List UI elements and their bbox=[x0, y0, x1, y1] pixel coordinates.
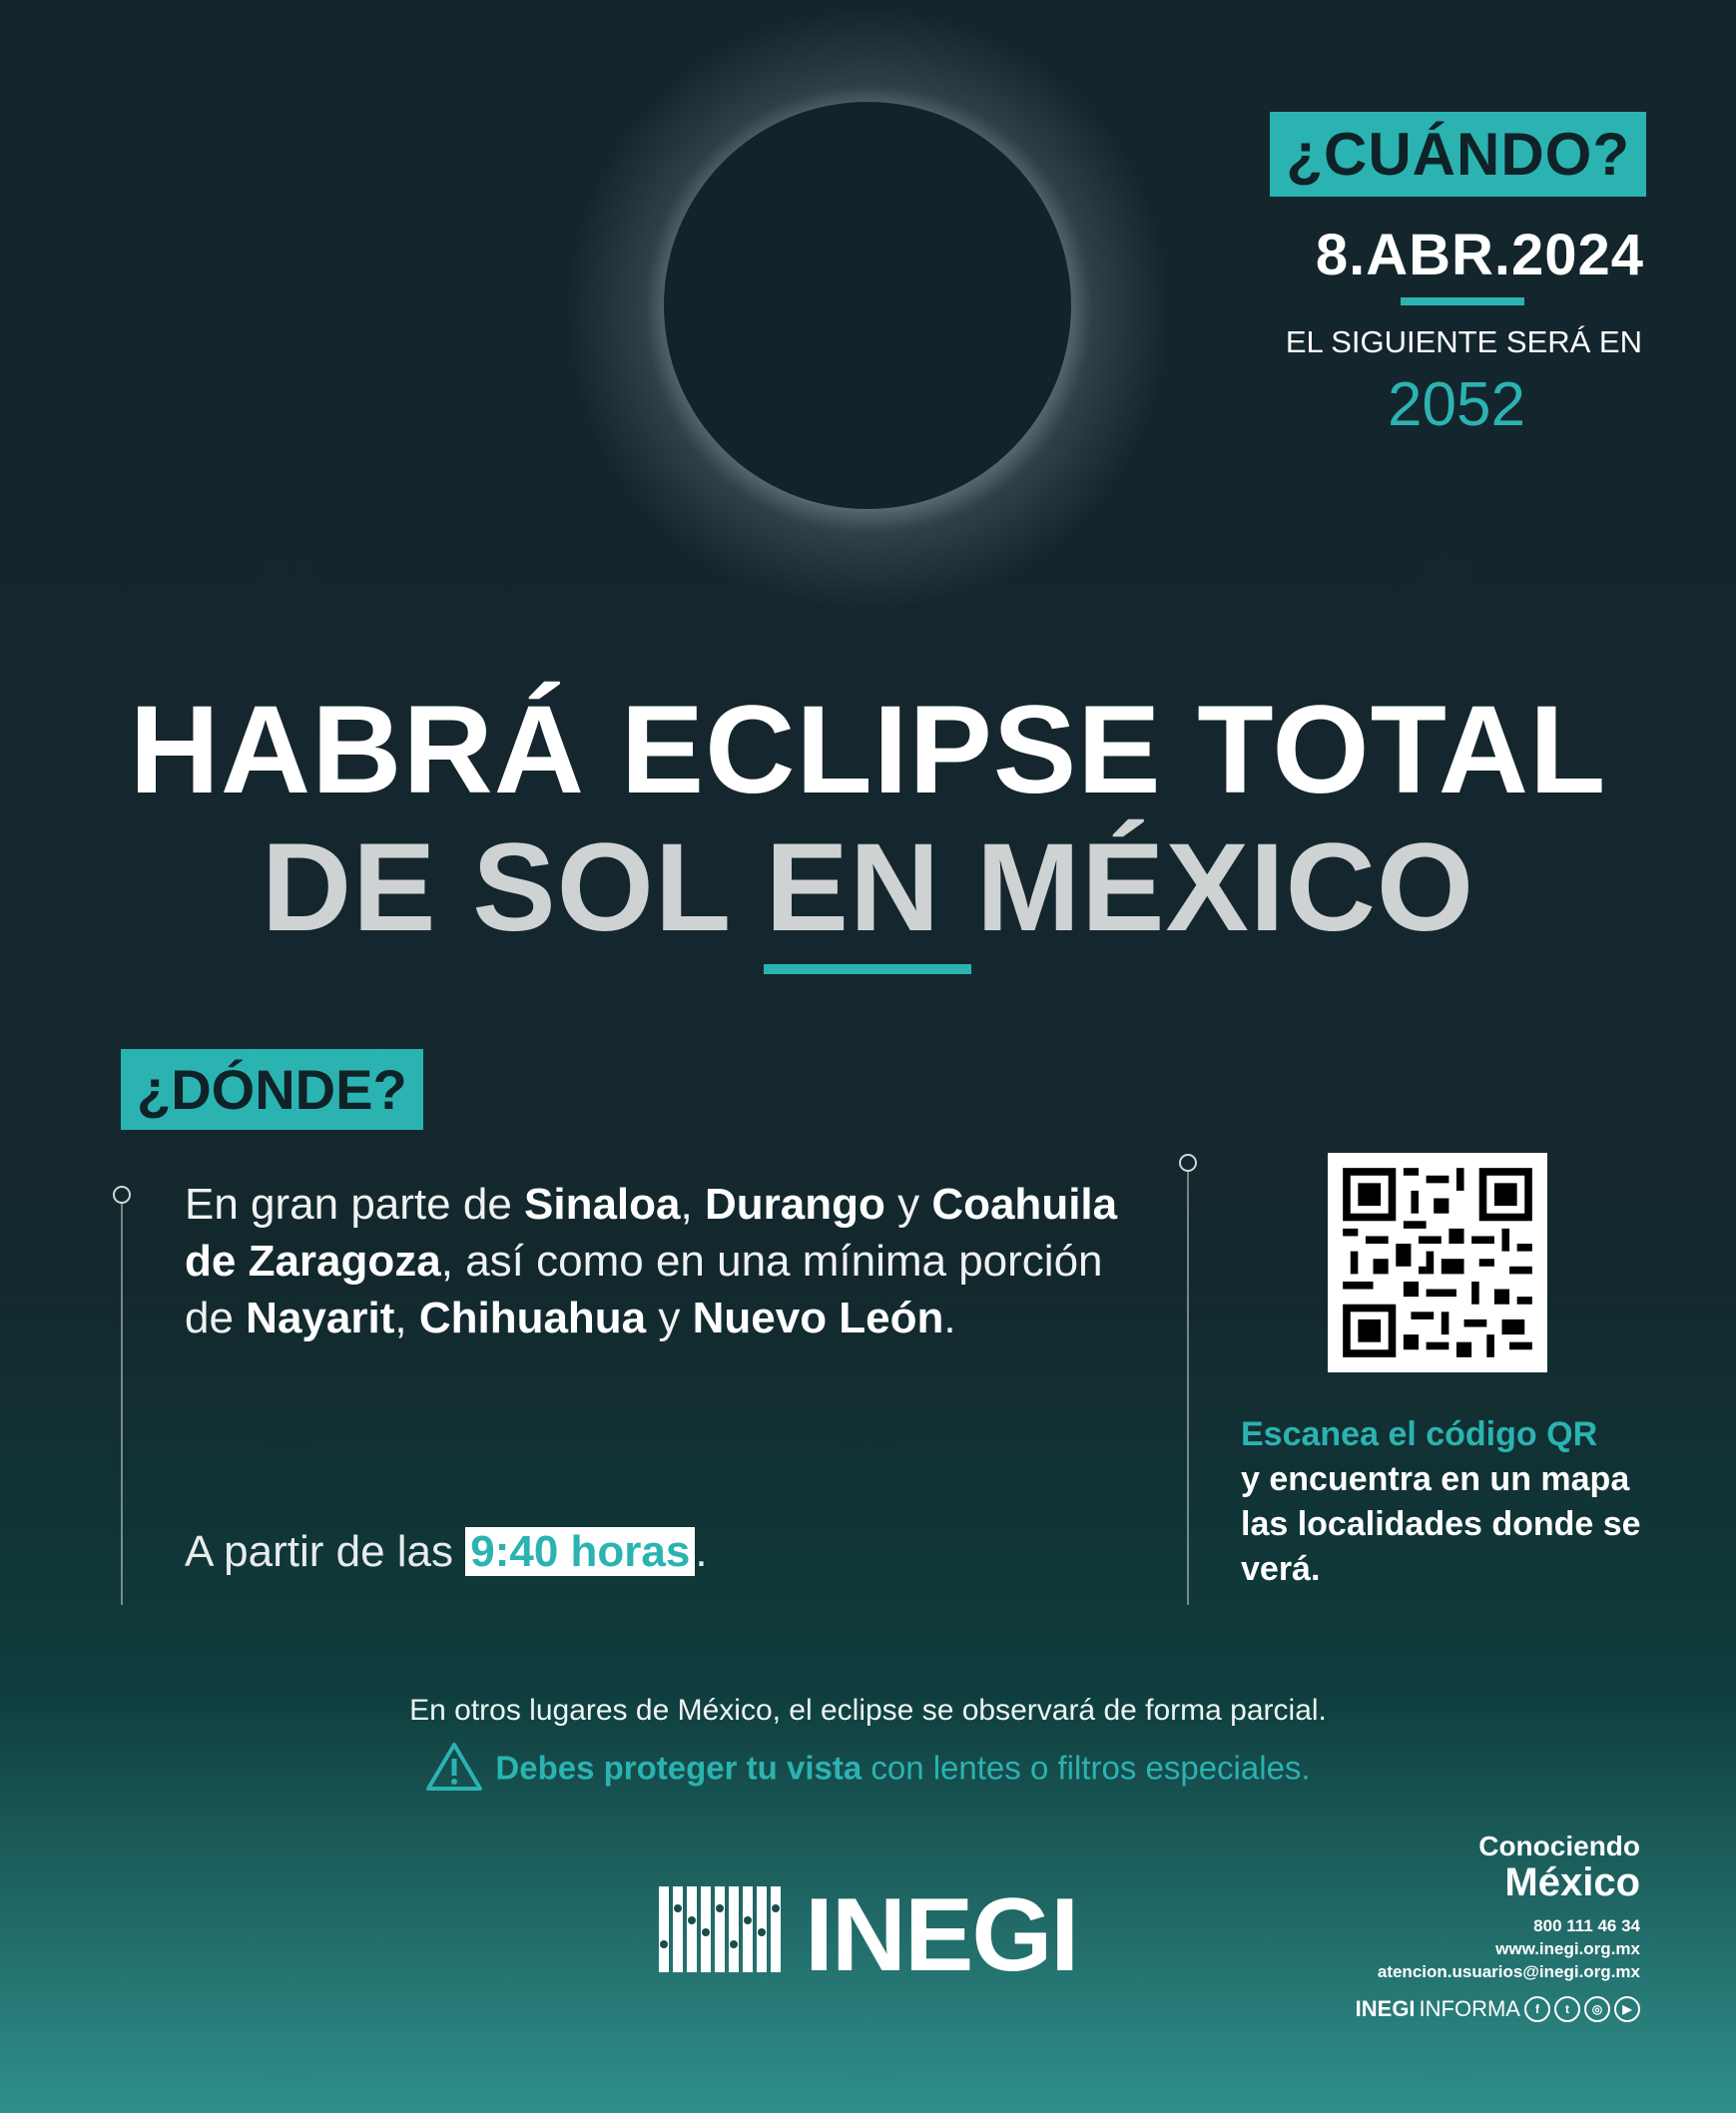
phone-number: 800 111 46 34 bbox=[1533, 1916, 1640, 1935]
eclipse-date: 8.ABR.2024 bbox=[1315, 223, 1644, 287]
inegi-informa bbox=[1356, 1996, 1640, 2022]
divider bbox=[1401, 297, 1524, 305]
partial-eclipse-note: En otros lugares de México, el eclipse se observará de forma parcial. bbox=[409, 1694, 1327, 1727]
eclipse-moon bbox=[664, 102, 1071, 509]
inegi-logo-mark bbox=[659, 1886, 789, 1977]
text: , bbox=[680, 1180, 705, 1229]
qr-caption-highlight: Escanea el código QR bbox=[1241, 1415, 1598, 1453]
start-time bbox=[185, 1527, 708, 1577]
headline-divider bbox=[764, 964, 971, 974]
headline-line2: DE SOL EN MÉXICO bbox=[261, 818, 1475, 957]
eye-protection-note bbox=[0, 1742, 1736, 1800]
qr-caption-rest: y encuentra en un mapa las localidades donde se verá. bbox=[1241, 1460, 1641, 1588]
qr-code[interactable] bbox=[1328, 1153, 1547, 1372]
brand-line2: México bbox=[1504, 1860, 1640, 1904]
facebook-icon[interactable]: f bbox=[1524, 1996, 1550, 2022]
text: . bbox=[943, 1294, 956, 1342]
text: , bbox=[394, 1294, 419, 1342]
time-suffix: . bbox=[695, 1527, 708, 1576]
state-nuevo-leon: Nuevo León bbox=[692, 1294, 944, 1342]
informa-rest: INFORMA bbox=[1419, 1996, 1520, 2021]
inegi-logo-text: INEGI bbox=[805, 1877, 1078, 1993]
state-coahuila: Coahuila de Zaragoza bbox=[185, 1180, 1118, 1286]
time-prefix: A partir de las bbox=[185, 1527, 466, 1576]
text: , así como en una mínima porción de bbox=[185, 1237, 1103, 1342]
protect-rest: con lentes o filtros especiales. bbox=[862, 1749, 1311, 1787]
headline-line1: HABRÁ ECLIPSE TOTAL bbox=[129, 681, 1607, 819]
left-rule bbox=[121, 1196, 123, 1605]
where-description bbox=[185, 1176, 1143, 1346]
state-nayarit: Nayarit bbox=[246, 1294, 395, 1342]
right-rule-dot bbox=[1179, 1154, 1197, 1172]
contact-info bbox=[1378, 1914, 1640, 1983]
next-eclipse-label: EL SIGUIENTE SERÁ EN bbox=[1285, 324, 1642, 359]
twitter-icon[interactable]: t bbox=[1554, 1996, 1580, 2022]
right-rule bbox=[1187, 1168, 1189, 1605]
email-link[interactable]: atencion.usuarios@inegi.org.mx bbox=[1377, 1962, 1640, 1981]
state-durango: Durango bbox=[704, 1180, 885, 1229]
protect-bold: Debes proteger tu vista bbox=[495, 1749, 863, 1787]
instagram-icon[interactable]: ◎ bbox=[1584, 1996, 1610, 2022]
next-eclipse-year: 2052 bbox=[1388, 370, 1525, 439]
informa-bold: INEGI bbox=[1355, 1996, 1416, 2021]
text: En gran parte de bbox=[185, 1180, 525, 1229]
left-rule-dot bbox=[113, 1186, 131, 1204]
time-value: 9:40 horas bbox=[465, 1527, 695, 1576]
youtube-icon[interactable]: ▶ bbox=[1614, 1996, 1640, 2022]
conociendo-mexico-brand bbox=[1478, 1832, 1640, 1903]
state-chihuahua: Chihuahua bbox=[418, 1294, 647, 1342]
qr-caption bbox=[1241, 1412, 1680, 1592]
text: y bbox=[646, 1294, 693, 1342]
text: y bbox=[884, 1180, 932, 1229]
where-tag: ¿DÓNDE? bbox=[121, 1049, 423, 1130]
website-link[interactable]: www.inegi.org.mx bbox=[1495, 1939, 1640, 1958]
warning-icon bbox=[425, 1742, 483, 1800]
brand-line1: Conociendo bbox=[1478, 1831, 1640, 1861]
when-tag: ¿CUÁNDO? bbox=[1270, 112, 1646, 197]
state-sinaloa: Sinaloa bbox=[524, 1180, 681, 1229]
